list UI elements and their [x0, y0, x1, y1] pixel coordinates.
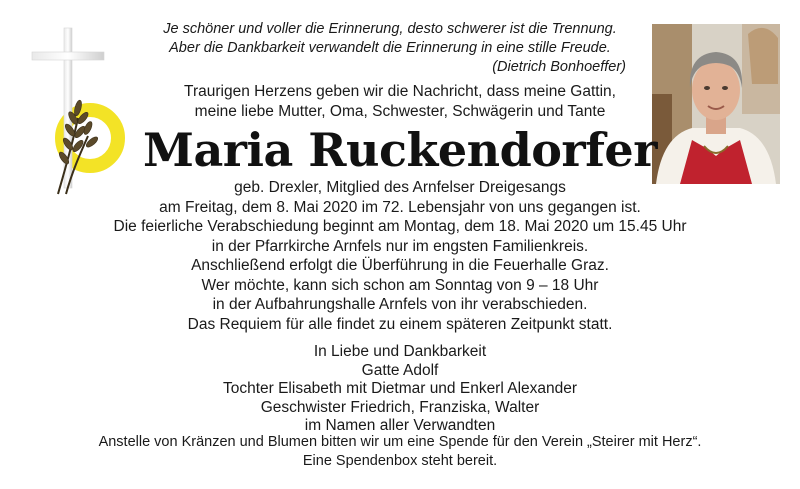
intro-line-2: meine liebe Mutter, Oma, Schwester, Schwägerin und Tante — [194, 103, 606, 120]
details-line: geb. Drexler, Mitglied des Arnfelser Dreigesangs — [234, 179, 566, 196]
details-block — [60, 178, 740, 334]
cross-horizontal — [32, 52, 104, 60]
details-line: am Freitag, dem 8. Mai 2020 im 72. Lebensjahr von uns gegangen ist. — [159, 198, 641, 216]
details-line: in der Pfarrkirche Arnfels nur im engsten Familienkreis. — [211, 237, 589, 255]
details-line: Das Requiem für alle findet zu einem späteren Zeitpunkt statt. — [187, 315, 613, 333]
details-line: in der Aufbahrungshalle Arnfels von ihr verabschieden. — [212, 296, 588, 313]
intro-block — [130, 82, 670, 122]
footer-line-1: Anstelle von Kränzen und Blumen bitten wir um eine Spende für den Verein „Steirer mit Herz“. — [98, 434, 702, 450]
footer-line-2: Eine Spendenbox steht bereit. — [302, 452, 498, 469]
family-block — [60, 343, 740, 436]
closing-line: im Namen aller Verwandten — [304, 417, 496, 434]
quote-block — [150, 20, 630, 77]
donation-note — [40, 433, 760, 470]
details-line: Die feierliche Verabschiedung beginnt am Montag, dem 18. Mai 2020 um 15.45 Uhr — [113, 218, 687, 235]
closing-line: Gatte Adolf — [361, 361, 439, 379]
details-line: Anschließend erfolgt die Überführung in die Feuerhalle Graz. — [191, 257, 609, 274]
intro-line-1: Traurigen Herzens geben wir die Nachricht, dass meine Gattin, — [184, 83, 616, 100]
closing-line: Geschwister Friedrich, Franziska, Walter — [260, 398, 540, 416]
deceased-name: Maria Ruckendorfer — [143, 123, 657, 177]
closing-line: Tochter Elisabeth mit Dietmar und Enkerl Alexander — [222, 380, 578, 397]
quote-author: (Dietrich Bonhoeffer) — [492, 59, 626, 75]
quote-line-2: Aber die Dankbarkeit verwandelt die Erinnerung in eine stille Freude. — [169, 40, 611, 56]
face-shape — [692, 60, 740, 120]
details-line: Wer möchte, kann sich schon am Sonntag von 9 – 18 Uhr — [201, 276, 599, 294]
closing-line: In Liebe und Dankbarkeit — [313, 343, 487, 360]
quote-line-1: Je schöner und voller die Erinnerung, desto schwerer ist die Trennung. — [163, 21, 617, 37]
